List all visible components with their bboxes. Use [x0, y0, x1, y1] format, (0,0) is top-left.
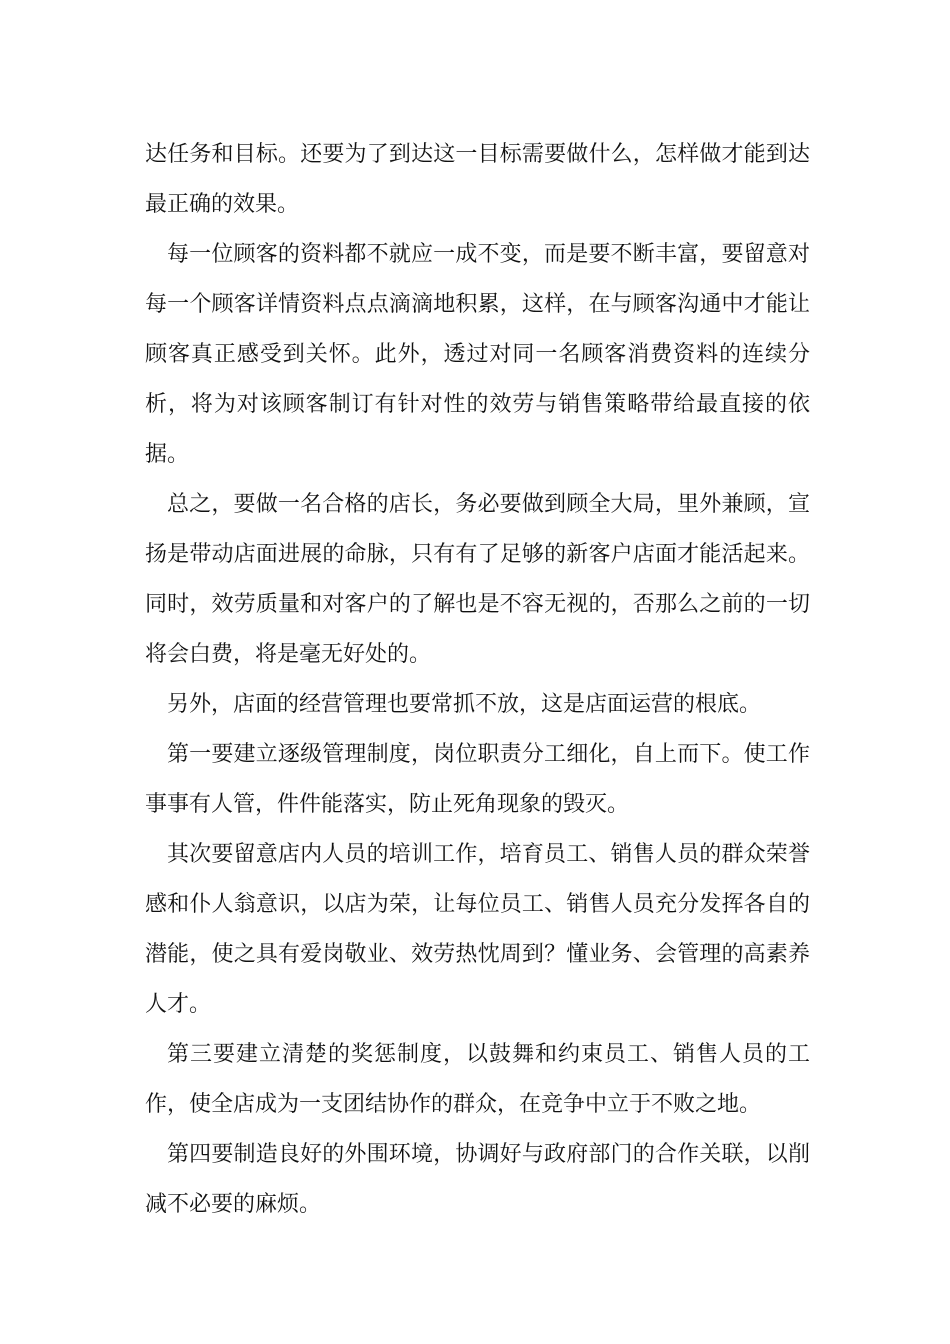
- paragraph-external-environment: 第四要制造良好的外围环境，协调好与政府部门的合作关联，以削减不必要的麻烦。: [145, 1142, 810, 1217]
- document-body: [145, 130, 810, 1230]
- paragraph-customer-records: 每一位顾客的资料都不就应一成不变，而是要不断丰富，要留意对每一个顾客详情资料点点滴滴地积累，这样，在与顾客沟通中才能让顾客真正感受到关怀。此外，透过对同一名顾客消费资料的连续分析，将为对该顾客制订有针对性的效劳与销售策略带给最直接的依据。: [145, 242, 810, 467]
- paragraph-continued: 达任务和目标。还要为了到达这一目标需要做什么，怎样做才能到达最正确的效果。: [145, 142, 810, 217]
- paragraph-staff-training: 其次要留意店内人员的培训工作，培育员工、销售人员的群众荣誉感和仆人翁意识，以店为荣，让每位员工、销售人员充分发挥各自的潜能，使之具有爱岗敬业、效劳热忱周到？懂业务、会管理的高素养人才。: [145, 842, 810, 1017]
- paragraph-operations: 另外，店面的经营管理也要常抓不放，这是店面运营的根底。: [167, 692, 762, 717]
- paragraph-summary: 总之，要做一名合格的店长，务必要做到顾全大局，里外兼顾，宣扬是带动店面进展的命脉，只有有了足够的新客户店面才能活起来。同时，效劳质量和对客户的了解也是不容无视的，否那么之前的一切将会白费，将是毫无好处的。: [145, 492, 810, 667]
- paragraph-reward-system: 第三要建立清楚的奖惩制度，以鼓舞和约束员工、销售人员的工作，使全店成为一支团结协作的群众，在竞争中立于不败之地。: [145, 1042, 810, 1117]
- paragraph-management-system: 第一要建立逐级管理制度，岗位职责分工细化，自上而下。使工作事事有人管，件件能落实，防止死角现象的毁灭。: [145, 742, 810, 817]
